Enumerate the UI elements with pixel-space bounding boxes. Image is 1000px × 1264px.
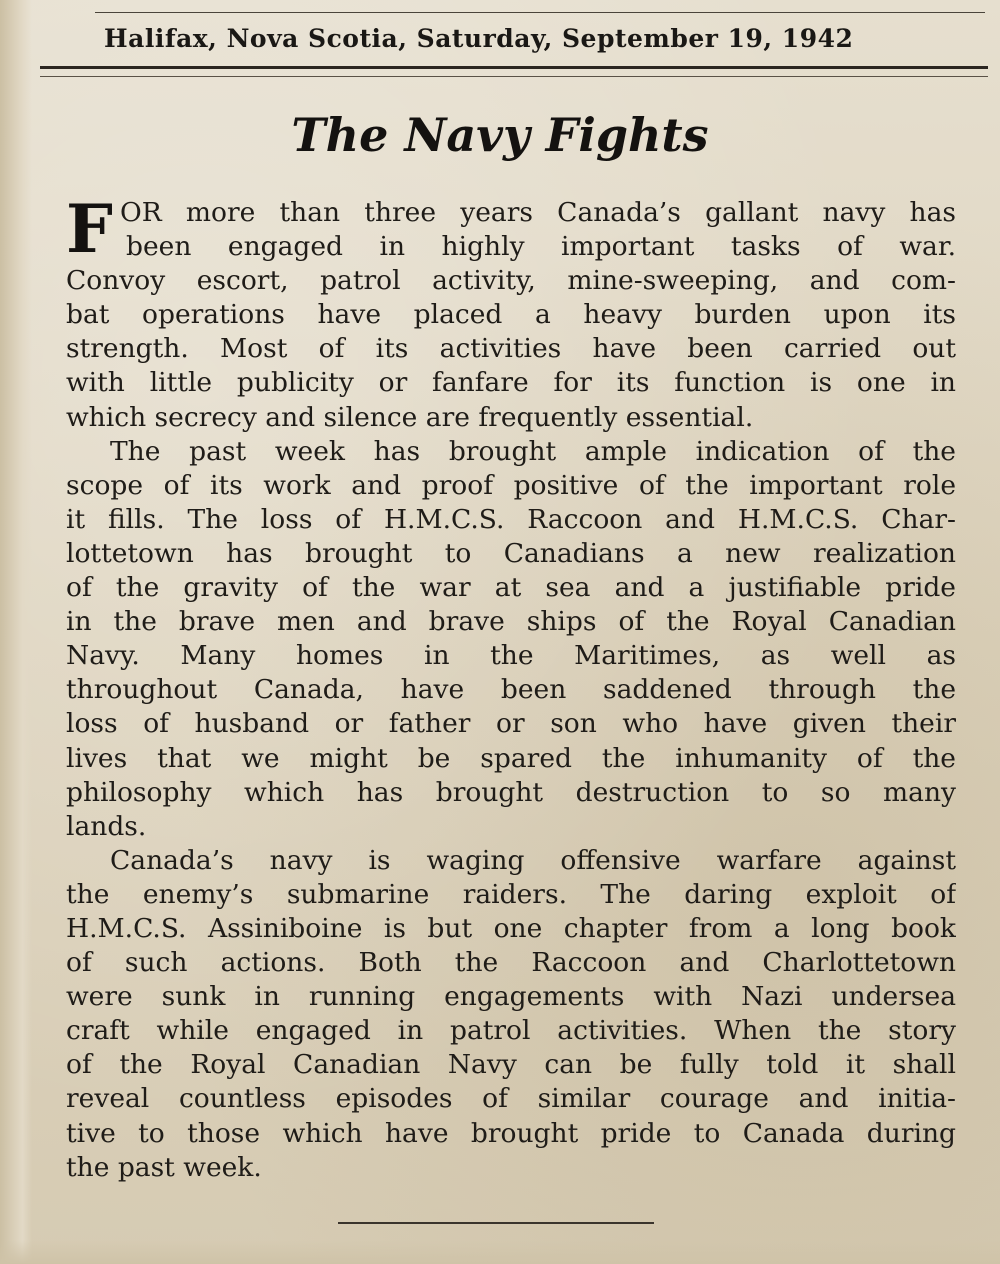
article-line: OR more than three years Canada’s gallant navy has [120, 197, 956, 228]
article-line: H.M.C.S. Assiniboine is but one chapter from a long book [66, 912, 956, 944]
drop-cap: F [66, 190, 113, 268]
article-line: been engaged in highly important tasks of war. [126, 231, 956, 263]
article-line: bat operations have placed a heavy burden upon its [66, 299, 956, 331]
headline: The Navy Fights [291, 108, 709, 162]
article-line: loss of husband or father or son who have given their [66, 708, 956, 740]
article-line: Navy. Many homes in the Maritimes, as well as [66, 640, 956, 672]
top-rule [95, 12, 985, 13]
article-line: lands. [66, 810, 147, 842]
article-line: Convoy escort, patrol activity, mine-sweeping, and com- [66, 265, 956, 297]
article-line: strength. Most of its activities have been carried out [66, 333, 956, 365]
paper-edge [0, 0, 32, 1264]
paper-bottom-edge [0, 1240, 1000, 1264]
article-line: reveal countless episodes of similar courage and initia- [66, 1083, 956, 1115]
article-line: which secrecy and silence are frequently essential. [66, 401, 754, 433]
article-line: tive to those which have brought pride to Canada during [66, 1117, 956, 1149]
article-line: the past week. [66, 1151, 262, 1183]
article-line: throughout Canada, have been saddened through the [66, 674, 956, 706]
article-line: of the Royal Canadian Navy can be fully told it shall [66, 1049, 956, 1081]
article-line: were sunk in running engagements with Nazi undersea [66, 981, 956, 1013]
article-line: craft while engaged in patrol activities. When the story [66, 1015, 956, 1047]
article-body [66, 190, 956, 1185]
article-line: of such actions. Both the Raccoon and Charlottetown [66, 947, 956, 979]
dateline: Halifax, Nova Scotia, Saturday, September 19, 1942 [104, 24, 854, 53]
end-rule [338, 1222, 654, 1224]
article-line: of the gravity of the war at sea and a justifiable pride [66, 572, 956, 604]
dateline-rule [40, 66, 988, 69]
article-line: it fills. The loss of H.M.C.S. Raccoon and H.M.C.S. Char- [66, 503, 956, 535]
article-line: in the brave men and brave ships of the Royal Canadian [66, 606, 956, 638]
article-line: lottetown has brought to Canadians a new realization [66, 537, 956, 569]
dateline-rule-thin [40, 76, 988, 77]
article-line: philosophy which has brought destruction to so many [66, 776, 956, 808]
article-line: the enemy’s submarine raiders. The daring exploit of [66, 878, 956, 910]
article-line: The past week has brought ample indication of the [110, 435, 956, 467]
article-line: Canada’s navy is waging offensive warfare against [110, 844, 956, 876]
article-line: lives that we might be spared the inhumanity of the [66, 742, 956, 774]
article-line: scope of its work and proof positive of the important role [66, 469, 956, 501]
article-line: with little publicity or fanfare for its function is one in [66, 367, 956, 399]
